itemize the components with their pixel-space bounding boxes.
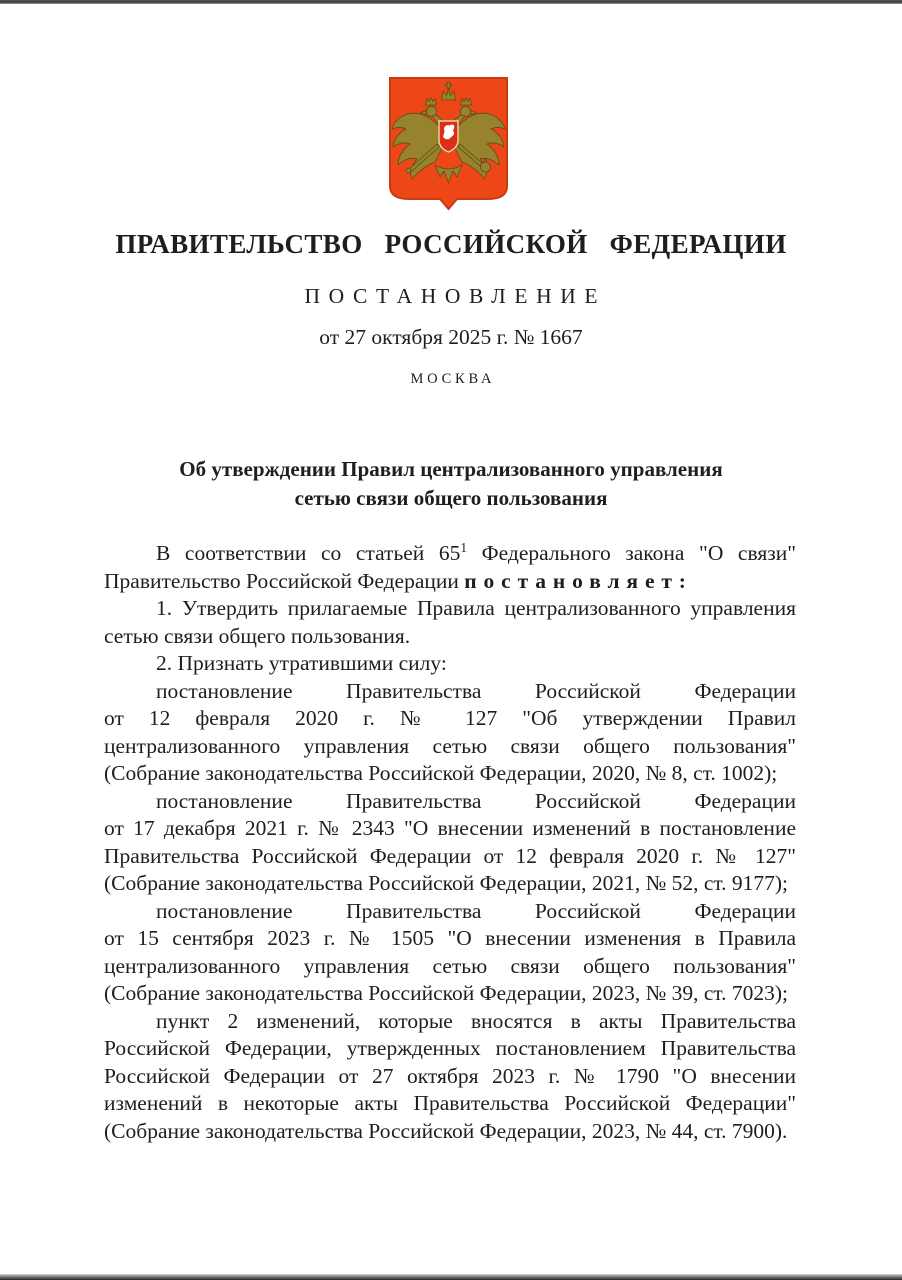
photo-edge-top (0, 0, 902, 4)
body-line: (Собрание законодательства Российской Федерации, 2023, № 44, ст. 7900). (104, 1118, 788, 1143)
body-line: 2. Признать утратившими силу: (156, 651, 447, 675)
body-line: постановление Правительства Российской Федерации (156, 788, 796, 813)
body-line: сетью связи общего пользования. (104, 623, 411, 648)
russia-coat-of-arms (385, 74, 512, 211)
body-line: 1. Утвердить прилагаемые Правила централизованного управления (156, 596, 796, 620)
statute-reference: В соответствии со статьей 65 (156, 541, 461, 565)
body-line: (Собрание законодательства Российской Федерации, 2020, № 8, ст. 1002); (104, 761, 778, 785)
resolve-word: постановляет: (464, 568, 693, 593)
body-line: изменений в некоторые акты Правительства Российской Федерации" (104, 1091, 796, 1115)
body-paragraph (104, 898, 796, 1008)
body-line: централизованного управления сетью связи общего пользования" (104, 953, 796, 978)
body-line: от 12 февраля 2020 г. № 127 "Об утверждении Правил (104, 706, 796, 730)
document-title (0, 455, 902, 512)
body-paragraph (104, 595, 796, 650)
body-paragraph (104, 678, 796, 788)
body-line: Правительства Российской Федерации от 12 февраля 2020 г. № 127" (104, 843, 796, 868)
body-line: постановление Правительства Российской Федерации (156, 898, 796, 923)
body-line: Российской Федерации, утвержденных постановлением Правительства (104, 1036, 796, 1060)
body-line: Российской Федерации от 27 октября 2023 г. № 1790 "О внесении (104, 1063, 796, 1088)
superscript-note: 1 (460, 539, 468, 555)
body-paragraph (104, 650, 796, 678)
title-line: Об утверждении Правил централизованного управления (179, 457, 723, 481)
photo-edge-bottom (0, 1274, 902, 1280)
body-line: (Собрание законодательства Российской Федерации, 2023, № 39, ст. 7023); (104, 981, 789, 1005)
body-line: (Собрание законодательства Российской Федерации, 2021, № 52, ст. 9177); (104, 871, 789, 895)
body-paragraph (104, 540, 796, 595)
body-paragraph (104, 1008, 796, 1146)
body-paragraph (104, 788, 796, 898)
document-type: ПОСТАНОВЛЕНИЕ (304, 284, 607, 308)
government-name: ПРАВИТЕЛЬСТВО РОССИЙСКОЙ ФЕДЕРАЦИИ (115, 229, 787, 259)
body-line: постановление Правительства Российской Федерации (156, 678, 796, 703)
government-reference: Правительство Российской Федерации (104, 568, 459, 593)
coat-of-arms-icon (385, 74, 512, 211)
body-line: централизованного управления сетью связи общего пользования" (104, 733, 796, 758)
city-label: МОСКВА (410, 371, 496, 387)
body-line (104, 540, 796, 568)
body-line (104, 568, 796, 596)
law-name: Федерального закона "О связи" (481, 541, 796, 565)
body-line: пункт 2 изменений, которые вносятся в акты Правительства (156, 1008, 796, 1033)
document-body (104, 540, 796, 1145)
title-line: сетью связи общего пользования (294, 485, 608, 510)
body-line: от 15 сентября 2023 г. № 1505 "О внесении изменения в Правила (104, 926, 796, 950)
body-paragraphs (104, 595, 796, 1145)
date-number-line: от 27 октября 2025 г. № 1667 (319, 325, 583, 349)
body-line: от 17 декабря 2021 г. № 2343 "О внесении изменений в постановление (104, 816, 796, 840)
